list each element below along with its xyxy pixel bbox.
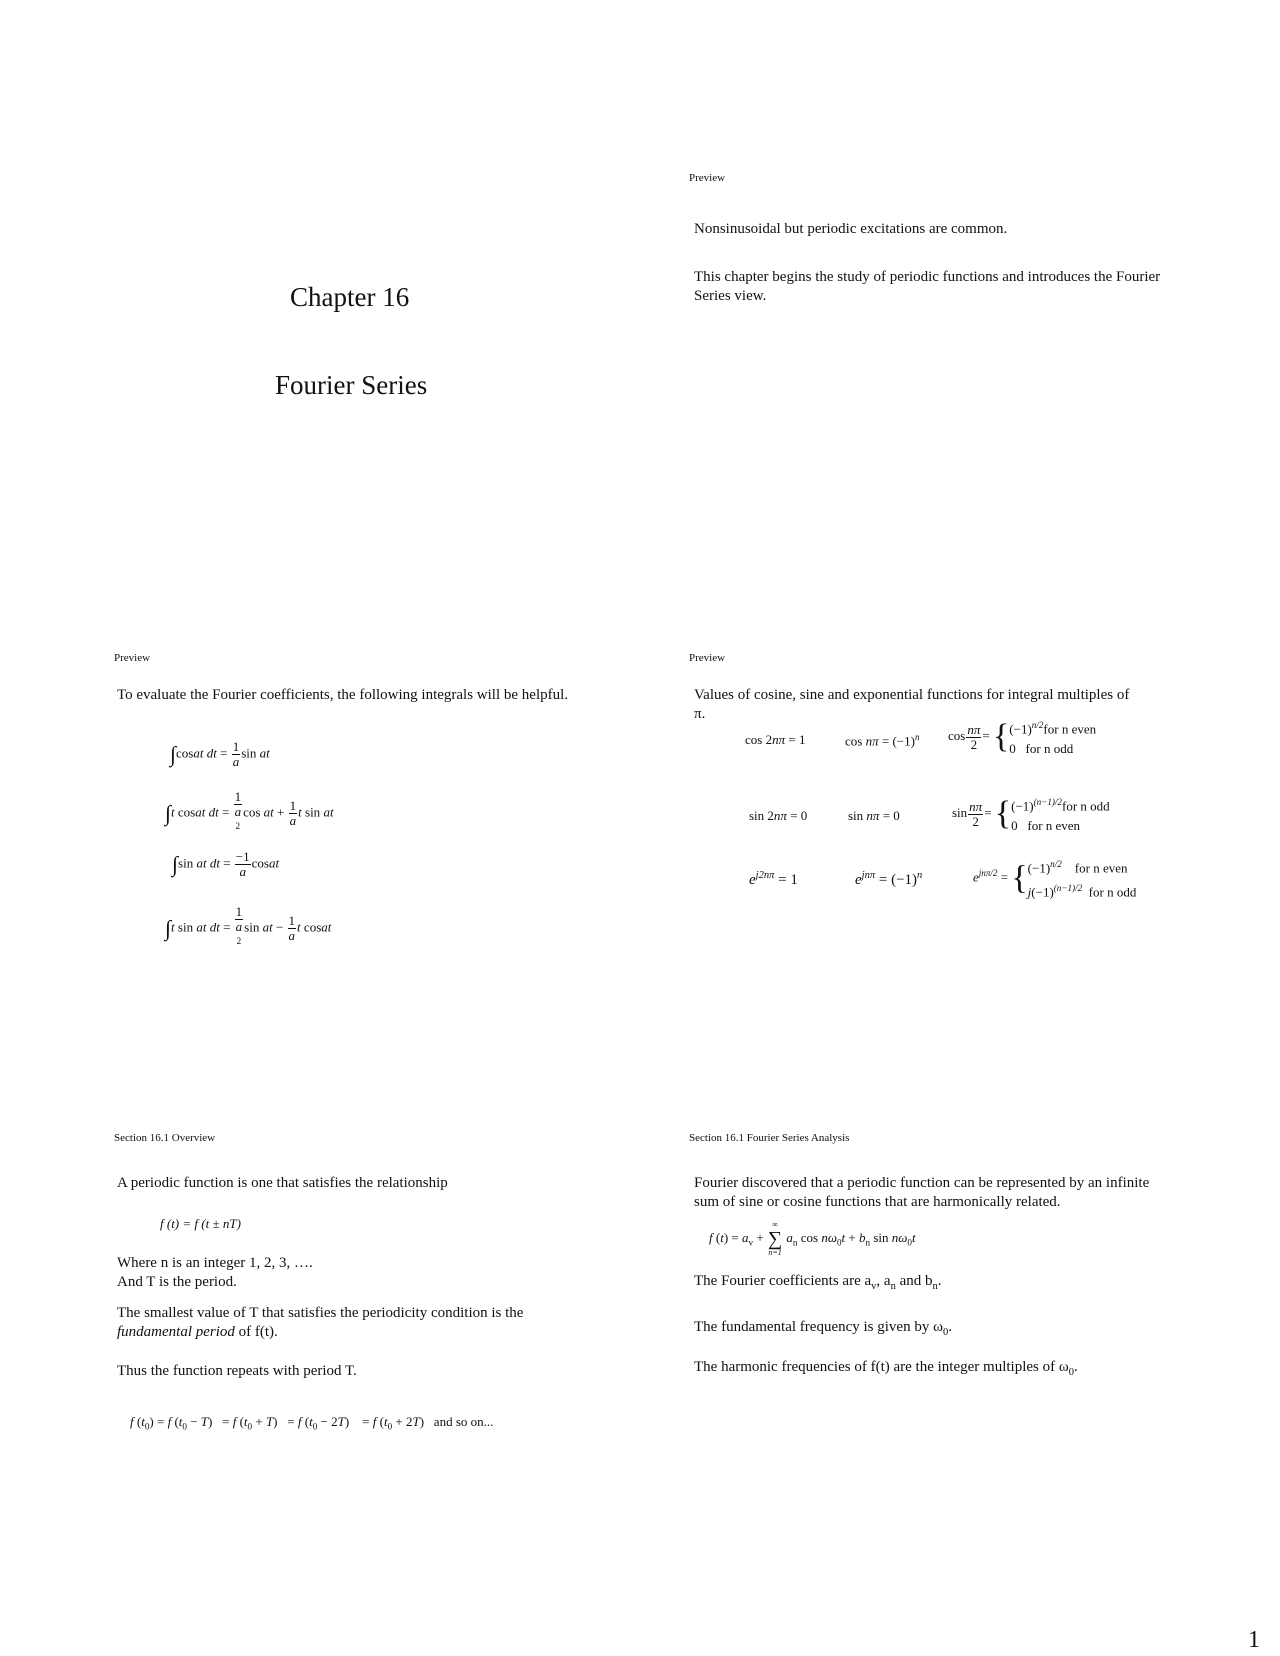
repeat-equation: f $(t_0) = f$ $(t_0 - T) = f$ $(t_0 + T) = f$ $(t_0 - 2T)$ = f $(t_0 + 2T)$ and so on... (130, 1414, 494, 1432)
slide-header: Preview (114, 652, 151, 664)
paragraph: This chapter begins the study of periodic functions and introduces the Fourier Series view. (694, 269, 1161, 304)
paragraph: The smallest value of T that satisfies the periodicity condition is the fundamental period of f(t). (117, 1305, 524, 1340)
paragraph: A periodic function is one that satisfies the relationship (117, 1175, 448, 1191)
slide-header: Section 16.1 Overview (114, 1132, 216, 1144)
paragraph: Values of cosine, sine and exponential functions for integral multiples of π. (694, 687, 1130, 722)
exp-jnpi-over-2: $e^{jn\pi/2}$ = { $(-1)^{n/2}$ for n even $j(-1)^{(n-1)/2}$ for n odd (973, 859, 1137, 900)
exp-jnpi: $e^{jn\pi} = (-1)^n$ (855, 870, 923, 888)
sin-2npi: sin 2nπ = 0 (749, 808, 808, 823)
paragraph: The Fourier coefficients are $a_v$, $a_n$ and $b_n$. (694, 1273, 942, 1292)
cos-npi: $\cos n\pi = (-1)^n$ (845, 732, 920, 749)
fourier-series-equation: f $(t) = a_v$ + ∞ ∑ n=1 $a_n$ $\cos n\omega_0t + b_n$ $\sin n\omega_0t$ (709, 1220, 916, 1257)
paragraph: Nonsinusoidal but periodic excitations are common. (694, 221, 1008, 237)
slide-overview (110, 1120, 670, 1560)
integral-cos: ∫cosat dt = $\frac{1}{a}$ sin at (170, 739, 270, 769)
slide-header: Preview (689, 172, 726, 184)
sin-npi-over-2: sin $\frac{n\pi}{2}$ = { $(-1)^{(n-1)/2}for$ n odd 0 for n even (952, 795, 1110, 834)
paragraph: The fundamental frequency is given by $\omega_0$. (694, 1319, 952, 1338)
paragraph: The harmonic frequencies of f(t) are the integer multiples of $\omega_0$. (694, 1359, 1078, 1378)
slide-preview-integrals (110, 640, 670, 1080)
exp-j2npi: $e^{j2n\pi} = 1$ (749, 870, 798, 888)
slide-header: Section 16.1 Fourier Series Analysis (689, 1132, 850, 1144)
sin-npi: sin nπ = 0 (848, 808, 900, 823)
periodicity-equation: f (t) = f (t ± nT) (160, 1216, 241, 1231)
page-number: 1 (1248, 1627, 1260, 1653)
cos-npi-over-2: cos $\frac{n\pi}{2}$ = { $(-1)^{n/2}for$ n even 0 for n odd (948, 718, 1097, 757)
paragraph: To evaluate the Fourier coefficients, the following integrals will be helpful. (117, 687, 569, 703)
slide-preview-values (685, 640, 1245, 1080)
paragraph: Fourier discovered that a periodic function can be represented by an infinite sum of sine or cosine functions that are harmonically related. (694, 1175, 1150, 1210)
integral-t-sin: ∫t sin at dt = 1 a $^2$sin at − $\frac{1}{a}$ t cosat (165, 904, 332, 946)
slide-header: Preview (689, 652, 726, 664)
chapter-subtitle: Fourier Series (275, 370, 428, 400)
chapter-title: Chapter 16 (290, 282, 410, 312)
paragraph: Where n is an integer 1, 2, 3, …. And T is the period. (117, 1255, 313, 1290)
cos-2npi: cos 2nπ = 1 (745, 732, 806, 747)
slide-chapter-title (110, 160, 670, 600)
integral-sin: ∫sin at dt = $\frac{-1}{a}$ cosat (172, 849, 280, 879)
slide-fourier-analysis (685, 1120, 1245, 1560)
slide-preview-1 (685, 160, 1245, 600)
integral-t-cos: ∫t cosat dt = 1 a $^2$cos at + $\frac{1}{a}$ t sin at (165, 789, 334, 831)
paragraph: Thus the function repeats with period T. (117, 1363, 357, 1379)
